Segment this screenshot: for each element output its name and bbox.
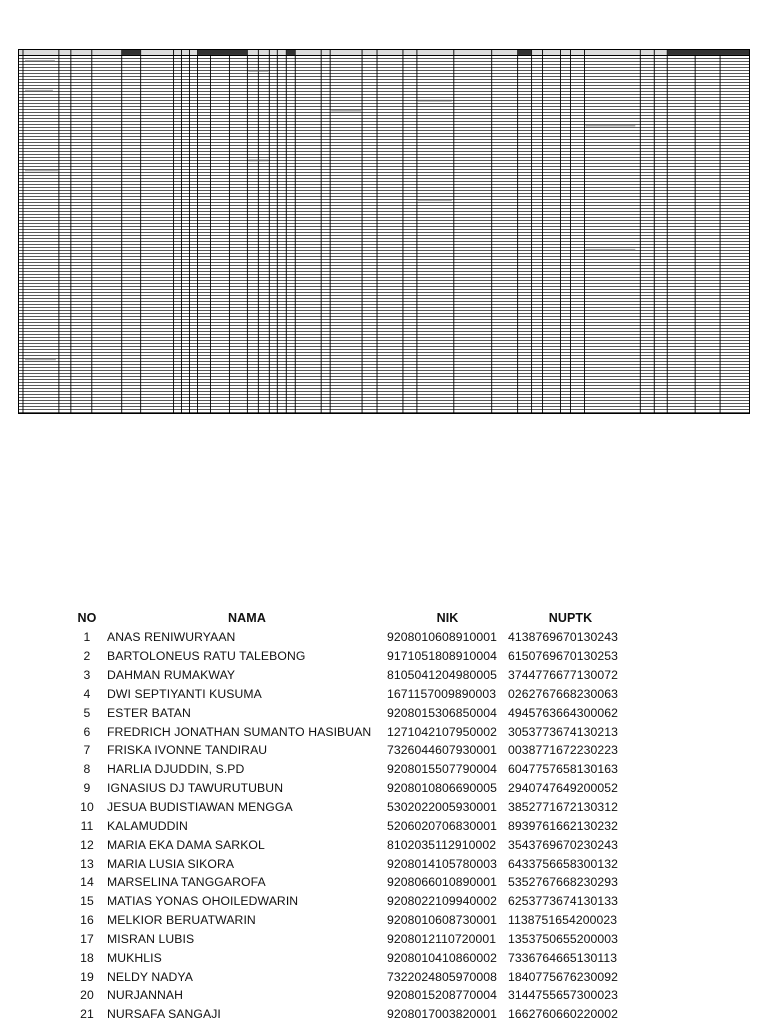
cell-nuptk: 6047757658130163 <box>508 762 619 777</box>
cell-nik: 1671157009890003 <box>387 686 497 701</box>
table-row <box>68 647 633 666</box>
table-row <box>68 835 633 854</box>
cell-nuptk: 1840775676230092 <box>508 969 619 984</box>
cell-nik: 7326044607930001 <box>387 743 498 758</box>
table-row <box>68 798 633 817</box>
cell-no: 21 <box>80 1007 94 1022</box>
cell-nuptk: 2940747649200052 <box>508 781 619 796</box>
cell-nama: IGNASIUS DJ TAWURUTUBUN <box>107 781 284 796</box>
cell-nuptk: 3744776677130072 <box>508 668 619 683</box>
cell-nik: 9208015507790004 <box>387 762 498 777</box>
cell-nama: DAHMAN RUMAKWAY <box>107 668 236 683</box>
cell-no: 10 <box>80 800 94 815</box>
table-row <box>68 873 633 892</box>
cell-nik: 9208010410860002 <box>387 950 498 965</box>
table-row <box>68 722 633 741</box>
table-row <box>68 1005 633 1024</box>
cell-nama: MARSELINA TANGGAROFA <box>107 875 266 890</box>
cell-nik: 9208017003820001 <box>387 1007 498 1022</box>
cell-nuptk: 3144755657300023 <box>508 988 619 1003</box>
table-row <box>68 685 633 704</box>
cell-nuptk: 1662760660220002 <box>508 1007 619 1022</box>
cell-nik: 9208012110720001 <box>387 931 497 946</box>
cell-no: 19 <box>80 969 94 984</box>
cell-no: 6 <box>83 724 91 739</box>
cell-no: 7 <box>83 743 91 758</box>
cell-nuptk: 6150769670130253 <box>508 649 619 664</box>
cell-nama: KALAMUDDIN <box>107 818 188 833</box>
cell-nama: MELKIOR BERUATWARIN <box>107 913 256 928</box>
cell-nama: JESUA BUDISTIAWAN MENGGA <box>107 800 293 815</box>
cell-no: 20 <box>80 988 94 1003</box>
cell-nama: BARTOLONEUS RATU TALEBONG <box>107 649 306 664</box>
cell-no: 13 <box>80 856 94 871</box>
header-nama: NAMA <box>228 611 266 625</box>
cell-nama: MARIA LUSIA SIKORA <box>107 856 235 871</box>
table-row <box>68 854 633 873</box>
cell-nuptk: 5352767668230293 <box>508 875 619 890</box>
table-row <box>68 666 633 685</box>
cell-nuptk: 0262767668230063 <box>508 686 619 701</box>
cell-nik: 9208010608730001 <box>387 913 498 928</box>
cell-nama: MATIAS YONAS OHOILEDWARIN <box>107 894 299 909</box>
cell-nik: 9171051808910004 <box>387 649 498 664</box>
table-row <box>68 816 633 835</box>
cell-nama: MUKHLIS <box>107 950 162 965</box>
cell-no: 3 <box>83 668 91 683</box>
cell-nuptk: 4945763664300062 <box>508 705 619 720</box>
cell-no: 5 <box>83 705 91 720</box>
cell-nuptk: 6433756658300132 <box>508 856 619 871</box>
table-row <box>68 967 633 986</box>
table-header-row <box>68 608 633 628</box>
cell-nama: MISRAN LUBIS <box>107 931 195 946</box>
cell-nama: NELDY NADYA <box>107 969 193 984</box>
cell-nik: 9208014105780003 <box>387 856 498 871</box>
cell-nik: 1271042107950002 <box>387 724 498 739</box>
cell-nik: 9208015208770004 <box>387 988 498 1003</box>
cell-nuptk: 6253773674130133 <box>508 894 619 909</box>
header-nik: NIK <box>436 611 459 625</box>
cell-no: 12 <box>80 837 94 852</box>
staff-table <box>68 608 633 1024</box>
cell-nik: 8105041204980005 <box>387 668 498 683</box>
cell-nama: ANAS RENIWURYAAN <box>107 630 236 645</box>
cell-nik: 9208010806690005 <box>387 781 498 796</box>
cell-nik: 8102035112910002 <box>387 837 497 852</box>
cell-nama: FREDRICH JONATHAN SUMANTO HASIBUAN <box>107 724 372 739</box>
cell-nik: 9208022109940002 <box>387 894 498 909</box>
cell-no: 14 <box>80 875 94 890</box>
table-row <box>68 930 633 949</box>
cell-nuptk: 8939761662130232 <box>508 818 619 833</box>
cell-nama: NURJANNAH <box>107 988 184 1003</box>
cell-nama: FRISKA IVONNE TANDIRAU <box>107 743 268 758</box>
cell-nik: 9208066010890001 <box>387 875 498 890</box>
cell-nik: 5302022005930001 <box>387 800 498 815</box>
cell-nuptk: 3543769670230243 <box>508 837 619 852</box>
cell-no: 1 <box>83 630 91 645</box>
cell-no: 4 <box>83 686 91 701</box>
cell-nama: NURSAFA SANGAJI <box>107 1007 221 1022</box>
spreadsheet-gridlines <box>19 50 749 413</box>
cell-nuptk: 1138751654200023 <box>508 913 618 928</box>
cell-no: 18 <box>80 950 94 965</box>
cell-nama: ESTER BATAN <box>107 705 191 720</box>
cell-no: 15 <box>80 894 94 909</box>
cell-no: 16 <box>80 913 94 928</box>
table-row <box>68 779 633 798</box>
cell-nik: 7322024805970008 <box>387 969 498 984</box>
table-row <box>68 892 633 911</box>
header-nuptk: NUPTK <box>548 611 593 625</box>
cell-nama: HARLIA DJUDDIN, S.PD <box>107 762 245 777</box>
cell-nik: 9208010608910001 <box>387 630 498 645</box>
cell-nik: 5206020706830001 <box>387 818 498 833</box>
cell-no: 8 <box>83 762 91 777</box>
table-row <box>68 911 633 930</box>
header-no: NO <box>77 611 97 625</box>
cell-nuptk: 1353750655200003 <box>508 931 619 946</box>
cell-nuptk: 4138769670130243 <box>508 630 619 645</box>
cell-nuptk: 7336764665130113 <box>508 950 618 965</box>
table-body <box>68 628 633 1024</box>
cell-nuptk: 3053773674130213 <box>508 724 619 739</box>
cell-no: 11 <box>80 818 94 833</box>
cell-no: 9 <box>83 781 91 796</box>
cell-nama: MARIA EKA DAMA SARKOL <box>107 837 265 852</box>
spreadsheet-thumbnail <box>18 49 750 414</box>
table-row <box>68 986 633 1005</box>
table-row <box>68 628 633 647</box>
table-row <box>68 948 633 967</box>
cell-nama: DWI SEPTIYANTI KUSUMA <box>107 686 262 701</box>
cell-nuptk: 3852771672130312 <box>508 800 619 815</box>
table-row <box>68 741 633 760</box>
cell-nik: 9208015306850004 <box>387 705 498 720</box>
cell-nuptk: 0038771672230223 <box>508 743 619 758</box>
table-row <box>68 703 633 722</box>
cell-no: 17 <box>80 931 94 946</box>
cell-no: 2 <box>83 649 91 664</box>
table-row <box>68 760 633 779</box>
